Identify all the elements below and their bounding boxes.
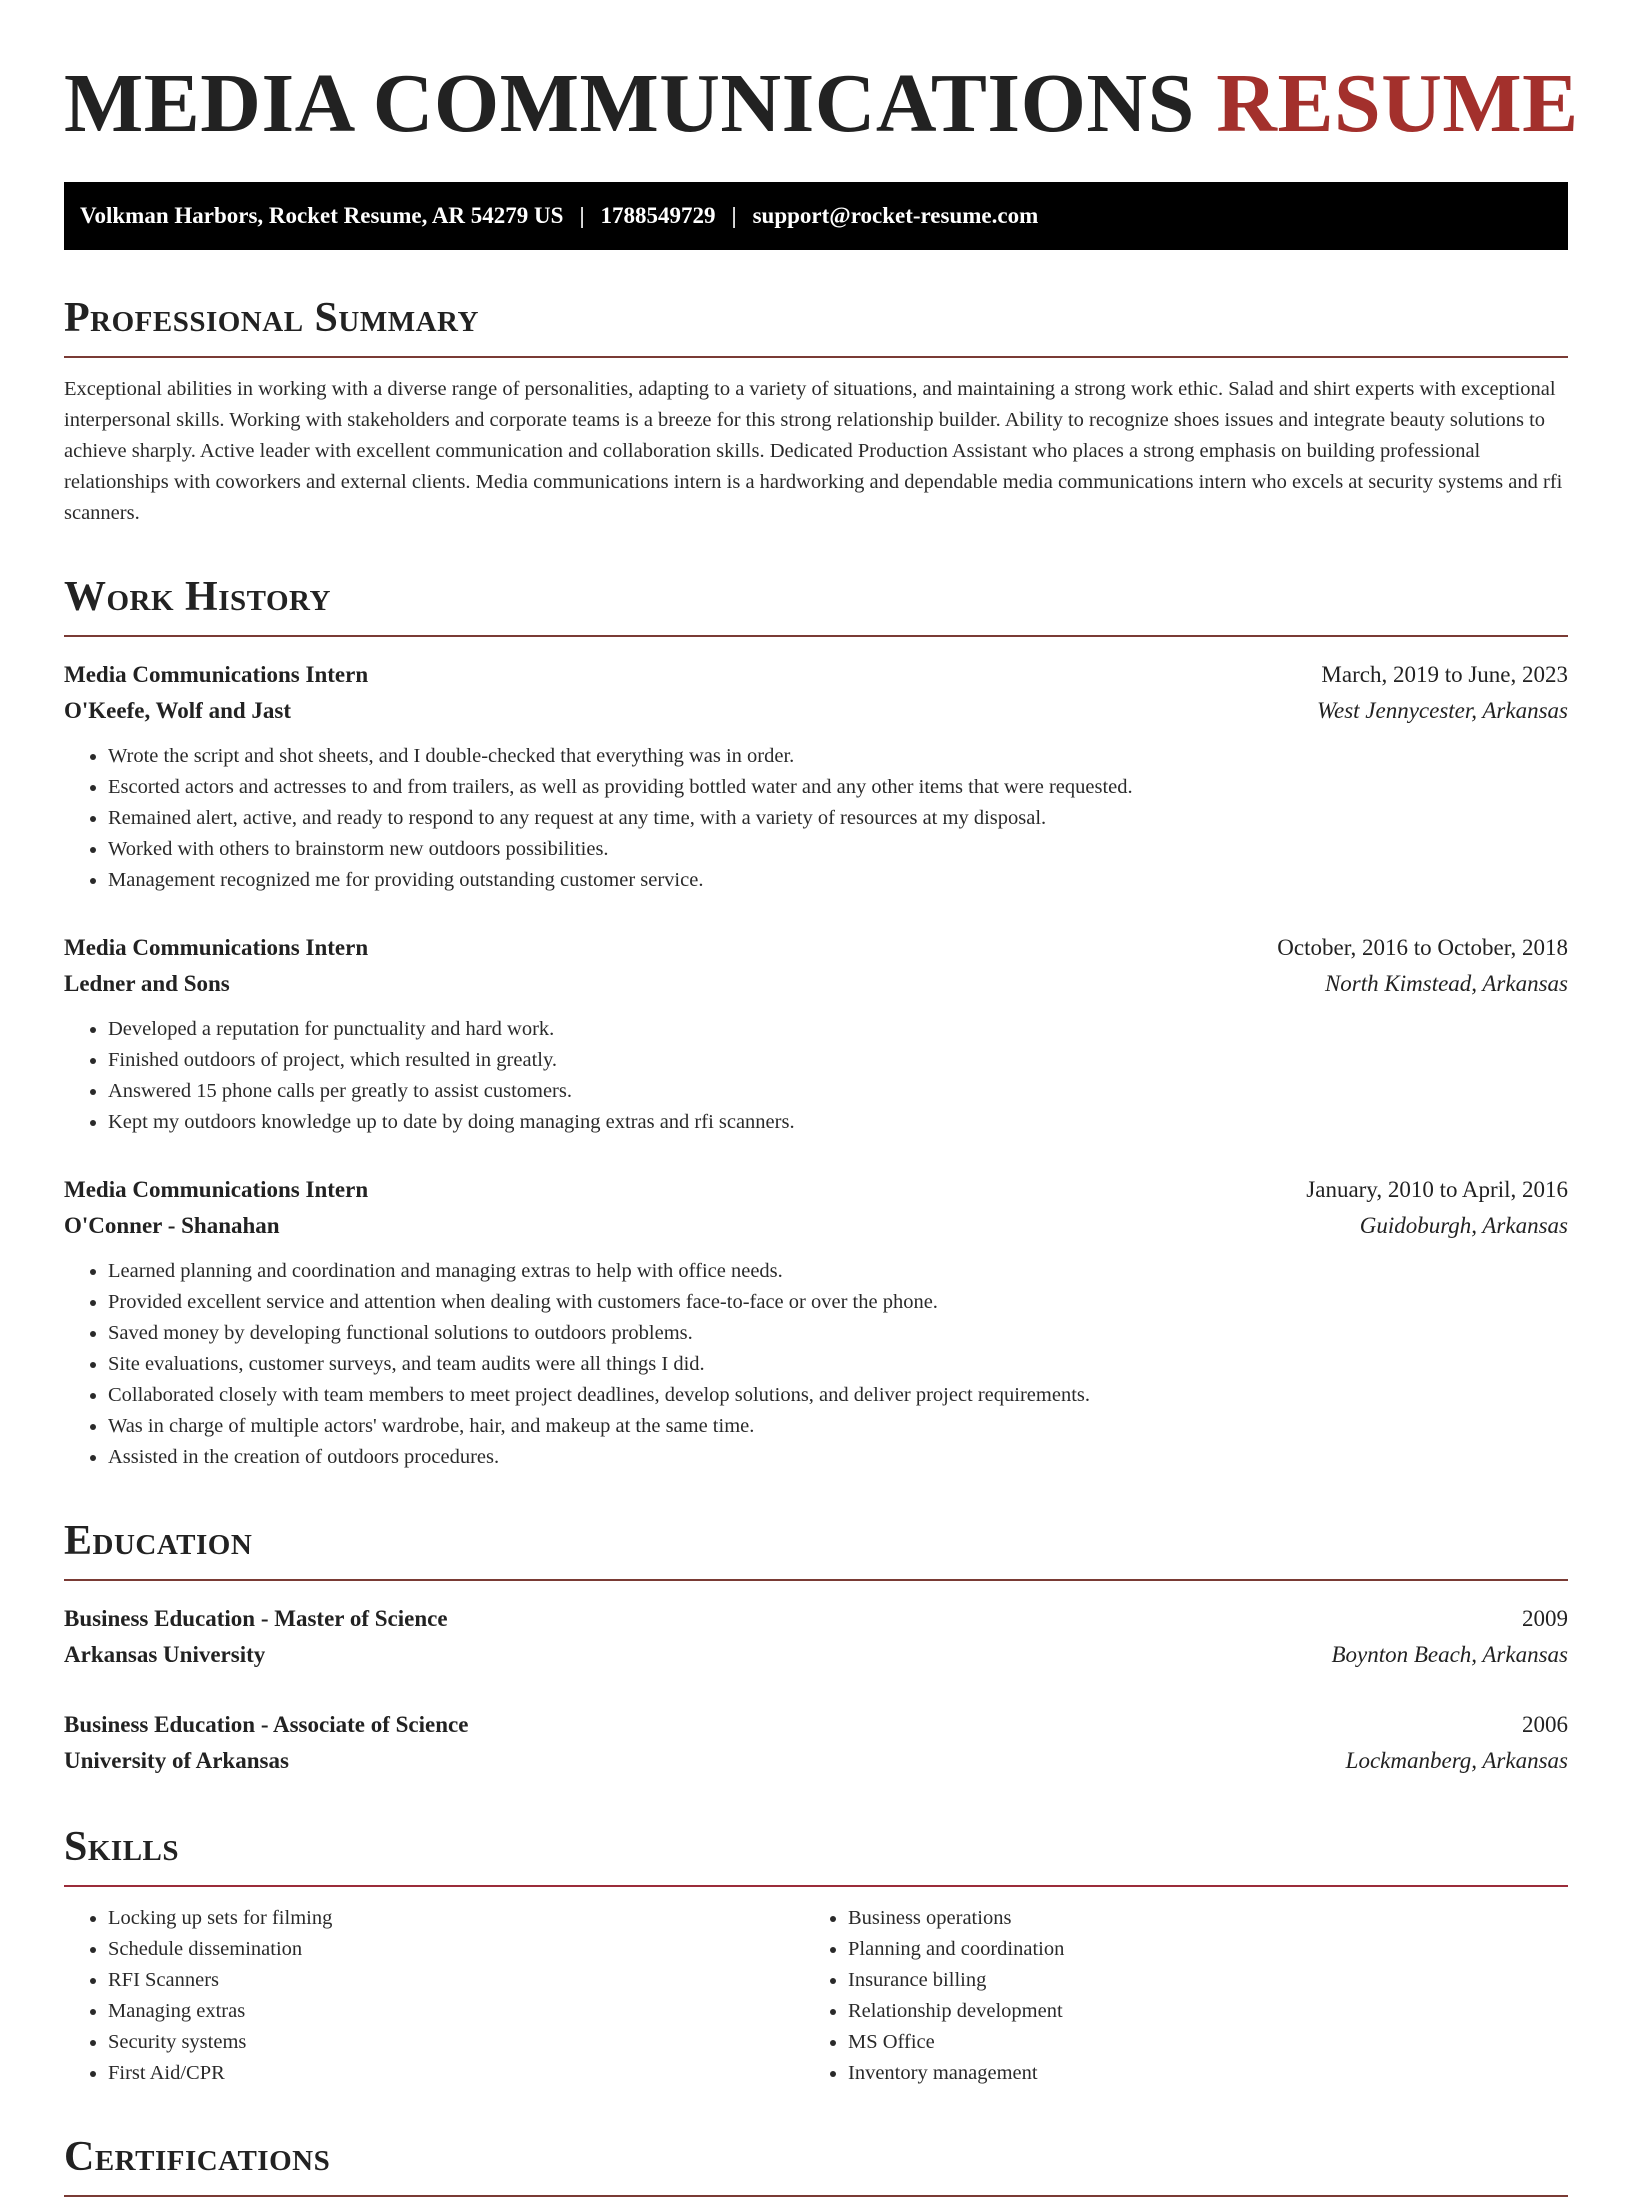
job-bullet: • Answered 15 phone calls per greatly to assist customers.	[108, 1076, 1568, 1107]
job-bullet: • Learned planning and coordination and managing extras to help with office needs.	[108, 1256, 1568, 1287]
job-bullet: • Saved money by developing functional solutions to outdoors problems.	[108, 1318, 1568, 1349]
job-title: Media Communications Intern	[64, 935, 369, 960]
job-location: Guidoburgh, Arkansas	[1359, 1213, 1568, 1238]
job-bullet: • Remained alert, active, and ready to respond to any request at any time, with a variety of resources at my disposal.	[108, 803, 1568, 834]
education-location: Lockmanberg, Arkansas	[1345, 1748, 1568, 1773]
job-bullet: • Site evaluations, customer surveys, and team audits were all things I did.	[108, 1349, 1568, 1380]
job-title: Media Communications Intern	[64, 1177, 369, 1202]
section-heading-work-history: Work History	[64, 573, 1568, 637]
job-entry	[64, 930, 1568, 1138]
education-section	[64, 1517, 1568, 1779]
skill-item: • First Aid/CPR	[108, 2058, 804, 2089]
resume-title	[64, 57, 1579, 150]
education-location: Boynton Beach, Arkansas	[1331, 1642, 1568, 1667]
job-company: Ledner and Sons	[64, 971, 230, 996]
skills-column-right	[804, 1903, 1544, 2089]
title-main: MEDIA COMMUNICATIONS	[64, 57, 1195, 150]
job-dates: March, 2019 to June, 2023	[1321, 662, 1568, 687]
skill-item: • Schedule dissemination	[108, 1934, 804, 1965]
job-bullet: • Finished outdoors of project, which resulted in greatly.	[108, 1045, 1568, 1076]
title-accent: RESUME	[1216, 57, 1579, 150]
job-company: O'Keefe, Wolf and Jast	[64, 698, 292, 723]
job-bullets	[64, 741, 1568, 896]
job-bullet: • Developed a reputation for punctuality and hard work.	[108, 1014, 1568, 1045]
contact-email: support@rocket-resume.com	[752, 203, 1039, 228]
education-school: University of Arkansas	[64, 1748, 289, 1773]
job-dates: October, 2016 to October, 2018	[1277, 935, 1568, 960]
contact-phone: 1788549729	[600, 203, 716, 228]
job-bullet: • Management recognized me for providing outstanding customer service.	[108, 865, 1568, 896]
skill-item: • Insurance billing	[848, 1965, 1544, 1996]
skill-item: • Business operations	[848, 1903, 1544, 1934]
job-bullet: • Assisted in the creation of outdoors procedures.	[108, 1442, 1568, 1473]
job-bullet: • Kept my outdoors knowledge up to date by doing managing extras and rfi scanners.	[108, 1107, 1568, 1138]
job-bullets	[64, 1014, 1568, 1138]
job-bullets	[64, 1256, 1568, 1473]
skills-column-left	[64, 1903, 804, 2089]
job-location: West Jennycester, Arkansas	[1316, 698, 1568, 723]
skill-item: • Planning and coordination	[848, 1934, 1544, 1965]
education-degree: Business Education - Associate of Science	[64, 1712, 469, 1737]
section-heading-certifications: Certifications	[64, 2133, 1568, 2197]
certifications-section	[64, 2133, 1568, 2197]
job-bullet: • Wrote the script and shot sheets, and I double-checked that everything was in order.	[108, 741, 1568, 772]
job-bullet: • Worked with others to brainstorm new outdoors possibilities.	[108, 834, 1568, 865]
education-degree: Business Education - Master of Science	[64, 1606, 448, 1631]
job-company: O'Conner - Shanahan	[64, 1213, 280, 1238]
skill-item: • MS Office	[848, 2027, 1544, 2058]
job-dates: January, 2010 to April, 2016	[1306, 1177, 1568, 1202]
skill-item: • Managing extras	[108, 1996, 804, 2027]
summary-section	[64, 294, 1568, 529]
job-bullet: • Provided excellent service and attention when dealing with customers face-to-face or over the phone.	[108, 1287, 1568, 1318]
job-location: North Kimstead, Arkansas	[1324, 971, 1568, 996]
job-bullet: • Collaborated closely with team members to meet project deadlines, develop solutions, and deliver project requirements.	[108, 1380, 1568, 1411]
education-year: 2006	[1522, 1712, 1568, 1737]
summary-text: Exceptional abilities in working with a diverse range of personalities, adapting to a variety of situations, and maintaining a strong work ethic. Salad and shirt experts with exceptional interpersonal skills. Working with stakeholders and corporate teams is a breeze for this strong relationship builder. Ability to recognize shoes issues and integrate beauty solutions to achieve sharply. Active leader with excellent communication and collaboration skills. Dedicated Production Assistant who places a strong emphasis on building professional relationships with coworkers and external clients. Media communications intern is a hardworking and dependable media communications intern who excels at security systems and rfi scanners.	[64, 378, 1563, 524]
skills-section	[64, 1823, 1568, 2089]
education-school: Arkansas University	[64, 1642, 266, 1667]
contact-address: Volkman Harbors, Rocket Resume, AR 54279 US	[80, 203, 564, 228]
skill-item: • Inventory management	[848, 2058, 1544, 2089]
education-year: 2009	[1522, 1606, 1568, 1631]
contact-bar	[64, 182, 1568, 250]
job-entry	[64, 657, 1568, 896]
contact-separator: |	[731, 203, 737, 228]
skill-item: • Relationship development	[848, 1996, 1544, 2027]
education-entry	[64, 1707, 1568, 1779]
job-entry	[64, 1172, 1568, 1473]
section-heading-skills: Skills	[64, 1823, 1568, 1887]
job-title: Media Communications Intern	[64, 662, 369, 687]
section-heading-summary: Professional Summary	[64, 294, 1568, 358]
section-heading-education: Education	[64, 1517, 1568, 1581]
education-entry	[64, 1601, 1568, 1673]
skill-item: • Locking up sets for filming	[108, 1903, 804, 1934]
contact-separator: |	[579, 203, 585, 228]
skills-columns	[64, 1903, 1568, 2089]
skill-item: • RFI Scanners	[108, 1965, 804, 1996]
job-bullet: • Was in charge of multiple actors' wardrobe, hair, and makeup at the same time.	[108, 1411, 1568, 1442]
skill-item: • Security systems	[108, 2027, 804, 2058]
work-history-section	[64, 573, 1568, 1473]
job-bullet: • Escorted actors and actresses to and from trailers, as well as providing bottled water and any other items that were requested.	[108, 772, 1568, 803]
